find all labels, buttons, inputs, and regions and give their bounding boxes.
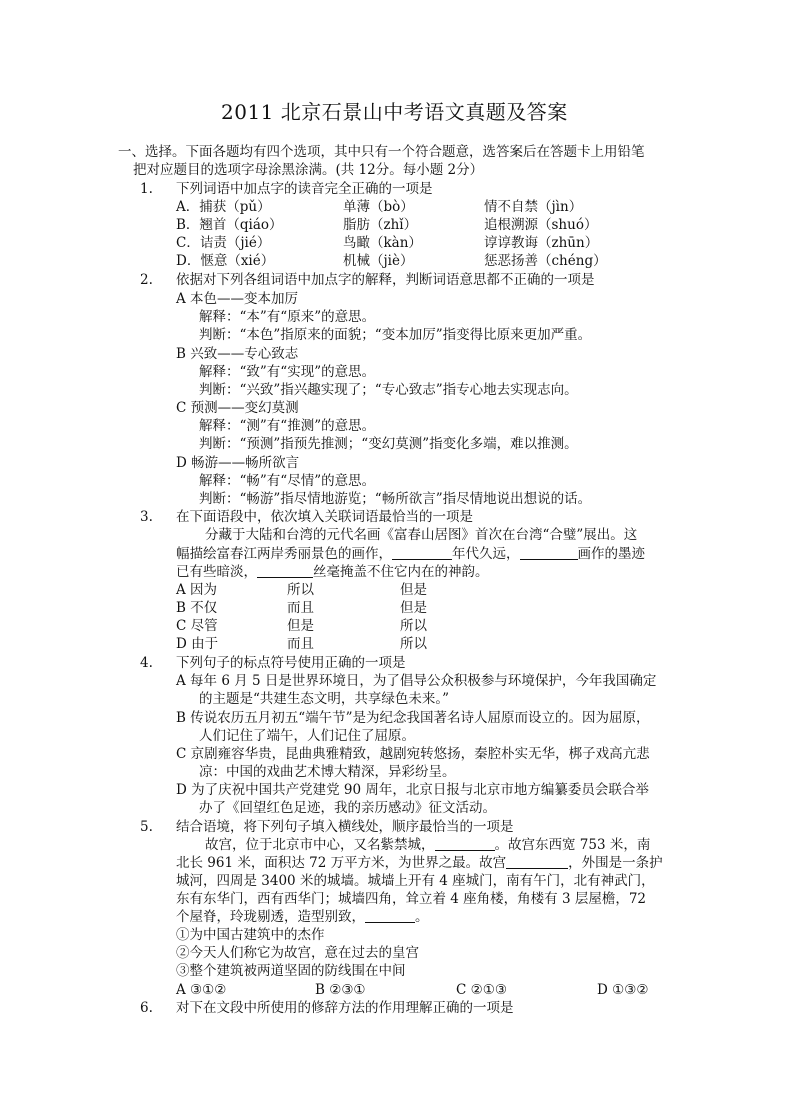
question-stem: 对下在文段中所使用的修辞方法的作用理解正确的一项是: [176, 1000, 514, 1016]
question-number: 4.: [140, 655, 153, 671]
option-b-line1: B 传说农历五月初五“端午节”是为纪念我国著名诗人屈原而设立的。因为屈原，: [176, 710, 650, 726]
fill-blank: [392, 545, 452, 560]
option-c-explanation: 解释：“测”有“推测”的意思。: [199, 418, 376, 434]
option-b-line2: 人们记住了端午，人们记住了屈原。: [199, 728, 415, 744]
option-d-heading: D 畅游——畅所欲言: [176, 455, 300, 471]
option-d-word3: 惩恶扬善（chéng）: [484, 253, 607, 269]
option-b-judgement: 判断：“兴致”指兴趣实现了；“专心致志”指专心地去实现志向。: [199, 382, 578, 398]
option-c: C．诘责（jié）: [176, 235, 271, 251]
option-b: B ②③①: [315, 982, 366, 998]
option-b-word2: 而且: [287, 600, 314, 616]
option-a-line2: 的主题是“共建生态文明，共享绿色未来。”: [199, 691, 450, 707]
option-b-heading: B 兴致——专心致志: [176, 346, 299, 362]
option-a-word3: 但是: [400, 582, 427, 598]
option-c: C 尽管: [176, 618, 218, 634]
option-a-line1: A 每年 6 月 5 日是世界环境日，为了倡导公众积极参与环境保护，今年我国确定: [176, 673, 657, 689]
option-b-word3: 追根溯源（shuó）: [484, 217, 598, 233]
passage-line: 已有些暗淡， 丝毫掩盖不住它内在的神韵。: [176, 564, 489, 580]
passage-line: 故宫，位于北京市中心，又名紫禁城， 。故宫东西宽 753 米，南: [205, 837, 651, 853]
question-stem: 下列词语中加点字的读音完全正确的一项是: [176, 181, 433, 197]
passage-line: 北长 961 米，面积达 72 万平方米，为世界之最。故宫 ，外围是一条护: [176, 855, 663, 871]
option-c-heading: C 预测——变幻莫测: [176, 400, 299, 416]
option-c-line1: C 京剧雍容华贵，昆曲典雅精致，越剧宛转悠扬，秦腔朴实无华，梆子戏高亢悲: [176, 746, 650, 762]
option-c-word3: 谆谆教诲（zhūn）: [484, 235, 599, 251]
option-b-word3: 但是: [400, 600, 427, 616]
option-c-word3: 所以: [400, 618, 427, 634]
sentence-1: ①为中国古建筑中的杰作: [176, 927, 325, 943]
question-stem: 结合语境，将下列句子填入横线处，顺序最恰当的一项是: [176, 819, 514, 835]
fill-blank: [506, 854, 568, 869]
option-a-word2: 所以: [287, 582, 314, 598]
option-d: D 由于: [176, 636, 219, 652]
sentence-2: ②今天人们称它为故宫，意在过去的皇宫: [176, 945, 419, 961]
option-b-word2: 脂肪（zhǐ）: [343, 217, 418, 233]
option-c-judgement: 判断：“预测”指预先推测；“变幻莫测”指变化多端，难以推测。: [199, 436, 578, 452]
option-b: B 不仅: [176, 600, 218, 616]
option-d: D．惬意（xié）: [176, 253, 275, 269]
option-a-judgement: 判断：“本色”指原来的面貌；“变本加厉”指变得比原来更加严重。: [199, 327, 592, 343]
option-d-word2: 而且: [287, 636, 314, 652]
option-a-explanation: 解释：“本”有“原来”的意思。: [199, 309, 376, 325]
passage-line: 东有东华门，西有西华门；城墙四角，耸立着 4 座角楼，角楼有 3 层屋檐，72: [176, 891, 647, 907]
option-c: C ②①③: [456, 982, 507, 998]
question-stem: 在下面语段中，依次填入关联词语最恰当的一项是: [176, 509, 473, 525]
option-a-word3: 情不自禁（jìn）: [484, 199, 583, 215]
option-d-line2: 办了《回望红色足迹，我的亲历感动》征文活动。: [199, 800, 496, 816]
option-d-explanation: 解释：“畅”有“尽情”的意思。: [199, 473, 376, 489]
question-number: 2.: [140, 272, 153, 288]
question-number: 1.: [140, 181, 153, 197]
question-number: 6.: [140, 1000, 153, 1016]
option-c-line2: 凉：中国的戏曲艺术博大精深，异彩纷呈。: [199, 764, 456, 780]
passage-line: 城河，四周是 3400 米的城墙。城墙上开有 4 座城门，南有午门，北有神武门，: [176, 873, 655, 889]
option-d-line1: D 为了庆祝中国共产党建党 90 周年，北京日报与北京市地方编纂委员会联合举: [176, 782, 649, 798]
option-d: D ①③②: [597, 982, 649, 998]
option-a-heading: A 本色——变本加厉: [176, 291, 299, 307]
passage-line: 个屋脊，玲珑剔透，造型别致， 。: [176, 909, 429, 925]
question-number: 5.: [140, 819, 153, 835]
fill-blank: [365, 908, 415, 923]
question-number: 3.: [140, 509, 153, 525]
fill-blank: [257, 563, 313, 578]
option-c-word2: 鸟瞰（kàn）: [343, 235, 422, 251]
passage-line: 分藏于大陆和台湾的元代名画《富春山居图》首次在台湾“合璧”展出。这: [205, 527, 638, 543]
option-d-word3: 所以: [400, 636, 427, 652]
passage-line: 幅描绘富春江两岸秀丽景色的画作， 年代久远， 画作的墨迹: [176, 546, 645, 562]
option-d-judgement: 判断：“畅游”指尽情地游览；“畅所欲言”指尽情地说出想说的话。: [199, 491, 592, 507]
question-stem: 依据对下列各组词语中加点字的解释，判断词语意思都不正确的一项是: [176, 272, 595, 288]
option-a-word2: 单薄（bò）: [343, 199, 414, 215]
fill-blank: [520, 545, 578, 560]
option-a: A 因为: [176, 582, 218, 598]
section-intro-line2: 把对应题目的选项字母涂黑涂满。(共 12分。每小题 2分）: [133, 162, 484, 178]
option-a: A ③①②: [176, 982, 227, 998]
option-b: B．翘首（qiáo）: [176, 217, 283, 233]
question-stem: 下列句子的标点符号使用正确的一项是: [176, 655, 406, 671]
sentence-3: ③整个建筑被两道坚固的防线围在中间: [176, 963, 406, 979]
option-b-explanation: 解释：“致”有“实现”的意思。: [199, 364, 376, 380]
section-intro-line1: 一、选择。下面各题均有四个选项，其中只有一个符合题意，选答案后在答题卡上用铅笔: [118, 144, 645, 160]
page-title: 2011 北京石景山中考语文真题及答案: [221, 100, 568, 124]
option-d-word2: 机械（jiè）: [343, 253, 414, 269]
fill-blank: [435, 836, 495, 851]
option-a: A．捕获（pǔ）: [176, 199, 271, 215]
option-c-word2: 但是: [287, 618, 314, 634]
